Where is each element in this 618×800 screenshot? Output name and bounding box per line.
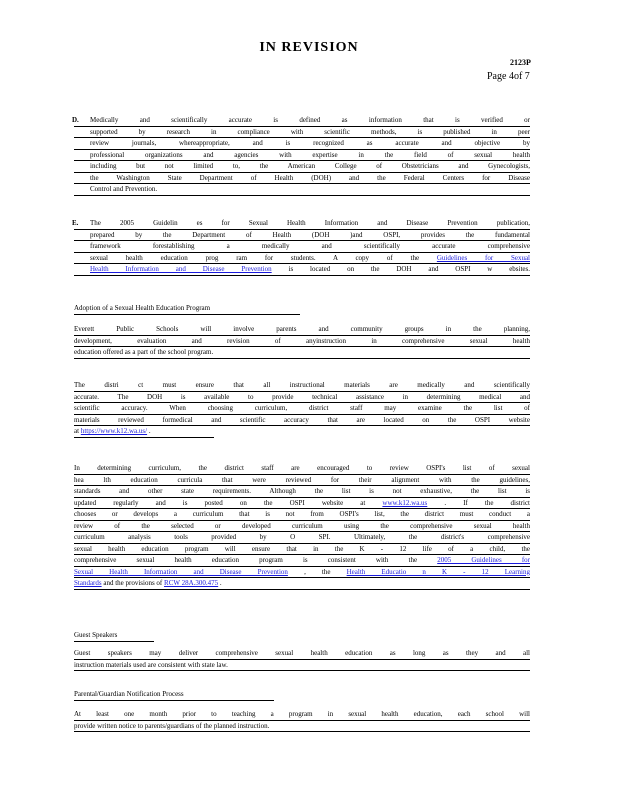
district-line: materials reviewed formedical and scientific accuracy that are located on the OSPI website — [74, 415, 530, 427]
district-paragraph — [74, 380, 530, 438]
curriculum-line — [74, 498, 530, 510]
section-d-line: professional organizations and agencies with expertise in the field of sexual health — [74, 150, 530, 162]
guest-paragraph — [74, 648, 530, 671]
curriculum-line — [74, 567, 530, 579]
section-e-line: The 2005 Guidelin es for Sexual Health Information and Disease Prevention publication, — [74, 218, 530, 230]
adoption-line: education offered as a part of the school program. — [74, 347, 530, 359]
section-d-line: Control and Prevention. — [74, 184, 530, 196]
district-line: accurate. The DOH is available to provide technical assistance in determining medical and — [74, 392, 530, 404]
notification-paragraph — [74, 709, 530, 732]
section-d-line: review journals, whereappropriate, and is recognized as accurate and objective by — [74, 138, 530, 150]
curriculum-text: . — [219, 579, 222, 587]
guidelines-link-continued[interactable]: Sexual Health Information and Disease Prevention — [74, 567, 288, 576]
rcw-link[interactable]: RCW 28A.300.475 — [164, 579, 219, 587]
guest-line: instruction materials used are consistent with state law. — [74, 660, 530, 672]
section-e-text: sexual health education prog ram for students. A copy of the — [90, 253, 420, 262]
district-line — [74, 426, 214, 438]
curriculum-text: , the — [304, 567, 331, 576]
curriculum-line — [74, 555, 530, 567]
curriculum-line: standards and other state requirements. Although the list is not exhaustive, the list is — [74, 486, 530, 498]
policy-code: 2123P — [510, 58, 531, 67]
section-d — [74, 115, 530, 196]
curriculum-text: . If the district — [444, 498, 530, 507]
curriculum-line: chooses or develops a curriculum that is not from OSPI's list, the district must conduct a — [74, 509, 530, 521]
section-d-line: supported by research in compliance with scientific methods, is published in peer — [74, 127, 530, 139]
section-d-line: the Washington State Department of Health (DOH) and the Federal Centers for Disease — [74, 173, 530, 185]
curriculum-text: updated regularly and is posted on the OSPI website at — [74, 498, 366, 507]
district-text: at — [74, 427, 80, 435]
guidelines-link-continued[interactable]: Health Information and Disease Prevention — [90, 265, 272, 273]
curriculum-line: sexual health education program will ensure that in the K - 12 life of a child, the — [74, 544, 530, 556]
adoption-paragraph — [74, 324, 530, 359]
ospi-website-link[interactable]: https://www.k12.wa.us/ — [80, 427, 148, 435]
document-title: IN REVISION — [259, 40, 359, 55]
curriculum-line: review of the selected or developed curriculum using the comprehensive sexual health — [74, 521, 530, 533]
curriculum-line: hea lth education curricula that were reviewed for their alignment with the guidelines, — [74, 475, 530, 487]
notification-heading: Parental/Guardian Notification Process — [74, 689, 274, 701]
guest-speakers-heading: Guest Speakers — [74, 630, 154, 642]
curriculum-line — [74, 578, 530, 590]
curriculum-line: In determining curriculum, the district staff are encouraged to review OSPI's list of sexual — [74, 463, 530, 475]
section-e-text: is located on the DOH and OSPI w ebsites. — [288, 265, 530, 273]
district-line: scientific accuracy. When choosing curriculum, district staff may examine the list of — [74, 403, 530, 415]
section-e-marker: E. — [72, 219, 79, 227]
curriculum-text: and the provisions of — [103, 579, 163, 587]
notification-line: At least one month prior to teaching a program in sexual health education, each school will — [74, 709, 530, 721]
district-line: The distri ct must ensure that all instructional materials are medically and scientifically — [74, 380, 530, 392]
section-e — [74, 218, 530, 276]
k12-link[interactable]: www.k12.wa.us — [382, 498, 428, 507]
guidelines-link[interactable]: Guidelines for Sexual — [436, 253, 530, 262]
section-d-line: Medically and scientifically accurate is defined as information that is verified or — [74, 115, 530, 127]
learning-standards-link[interactable]: Standards — [74, 579, 102, 587]
adoption-line: Everett Public Schools will involve parents and community groups in the planning, — [74, 324, 530, 336]
section-e-line — [74, 253, 530, 265]
guidelines-link[interactable]: 2005 Guidelines for — [437, 556, 530, 564]
notification-line: provide written notice to parents/guardians of the planned instruction. — [74, 721, 530, 733]
section-d-marker: D. — [72, 116, 79, 124]
section-e-line: framework forestablishing a medically and scientifically accurate comprehensive — [74, 241, 530, 253]
section-e-line — [74, 264, 530, 276]
adoption-line: development, evaluation and revision of anyinstruction in comprehensive sexual health — [74, 336, 530, 348]
health-education-link[interactable]: Health Educatio n K - 12 Learning — [346, 567, 530, 576]
district-text: . — [148, 427, 151, 435]
page-number: Page 4of 7 — [487, 71, 530, 82]
curriculum-paragraph — [74, 463, 530, 590]
guest-line: Guest speakers may deliver comprehensive sexual health education as long as they and all — [74, 648, 530, 660]
section-d-line: including but not limited to, the American College of Obstetricians and Gynecologists, — [74, 161, 530, 173]
section-e-line: prepared by the Department of Health (DOH )and OSPI, provides the fundamental — [74, 230, 530, 242]
curriculum-text: comprehensive sexual health education program is consistent with the — [74, 556, 418, 564]
adoption-heading: Adoption of a Sexual Health Education Program — [74, 303, 300, 315]
curriculum-line: curriculum analysis tools provided by O SPI. Ultimately, the district's comprehensive — [74, 532, 530, 544]
